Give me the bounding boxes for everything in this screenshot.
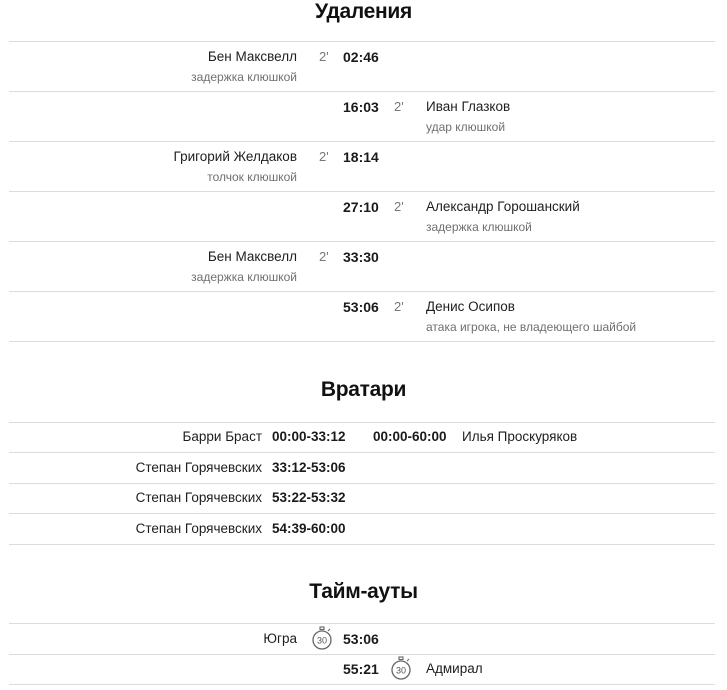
penalty-time: 33:30 [343, 249, 379, 265]
timeout-team[interactable]: Югра [263, 631, 297, 646]
penalty-player-name[interactable]: Григорий Желдаков [173, 149, 297, 164]
penalties-title: Удаления [315, 0, 412, 23]
divider [9, 291, 715, 292]
timeout-time: 55:21 [343, 661, 379, 677]
penalty-reason: задержка клюшкой [191, 270, 297, 284]
goalies-title: Вратари [320, 378, 407, 401]
goalie-time-range: 33:12-53:06 [272, 460, 346, 475]
timeout-team[interactable]: Адмирал [426, 661, 483, 676]
divider [9, 684, 715, 685]
penalty-player-name[interactable]: Бен Максвелл [207, 49, 297, 64]
penalty-player-name[interactable]: Иван Глазков [426, 99, 511, 114]
penalty-minutes: 2' [319, 249, 329, 264]
divider [9, 513, 715, 514]
goalie-time-range: 54:39-60:00 [272, 521, 346, 536]
divider [9, 483, 715, 484]
timeout-time: 53:06 [343, 631, 379, 647]
penalty-reason: атака игрока, не владеющего шайбой [426, 320, 637, 334]
stopwatch-icon [390, 656, 412, 680]
stopwatch-icon [311, 626, 333, 650]
penalty-time: 02:46 [343, 49, 379, 65]
penalty-reason: задержка клюшкой [426, 220, 532, 234]
svg-text:30: 30 [395, 665, 407, 676]
goalie-time-range: 00:00-33:12 [272, 429, 346, 444]
divider [9, 191, 715, 192]
divider [9, 341, 715, 342]
goalie-name[interactable]: Степан Горячевских [135, 521, 262, 536]
penalty-minutes: 2' [394, 99, 404, 114]
divider [9, 241, 715, 242]
penalty-minutes: 2' [319, 49, 329, 64]
divider [9, 623, 715, 624]
penalty-time: 27:10 [343, 199, 379, 215]
divider [9, 654, 715, 655]
penalty-minutes: 2' [394, 299, 404, 314]
goalie-name[interactable]: Илья Проскуряков [462, 429, 578, 444]
penalty-time: 53:06 [343, 299, 379, 315]
divider [9, 422, 715, 423]
divider [9, 91, 715, 92]
penalty-player-name[interactable]: Александр Горошанский [426, 199, 580, 214]
goalie-name[interactable]: Степан Горячевских [135, 490, 262, 505]
penalty-minutes: 2' [319, 149, 329, 164]
divider [9, 544, 715, 545]
svg-text:30: 30 [316, 635, 328, 646]
goalie-time-range: 53:22-53:32 [272, 490, 346, 505]
penalty-player-name[interactable]: Бен Максвелл [207, 249, 297, 264]
timeouts-title: Тайм-ауты [309, 580, 418, 603]
penalty-reason: толчок клюшкой [207, 170, 297, 184]
penalty-time: 18:14 [343, 149, 379, 165]
penalty-reason: удар клюшкой [426, 120, 506, 134]
goalie-name[interactable]: Барри Браст [182, 429, 262, 444]
goalie-time-range: 00:00-60:00 [373, 429, 447, 444]
divider [9, 41, 715, 42]
penalty-time: 16:03 [343, 99, 379, 115]
penalty-player-name[interactable]: Денис Осипов [426, 299, 515, 314]
divider [9, 141, 715, 142]
penalty-minutes: 2' [394, 199, 404, 214]
goalie-name[interactable]: Степан Горячевских [135, 460, 262, 475]
divider [9, 452, 715, 453]
penalty-reason: задержка клюшкой [191, 70, 297, 84]
